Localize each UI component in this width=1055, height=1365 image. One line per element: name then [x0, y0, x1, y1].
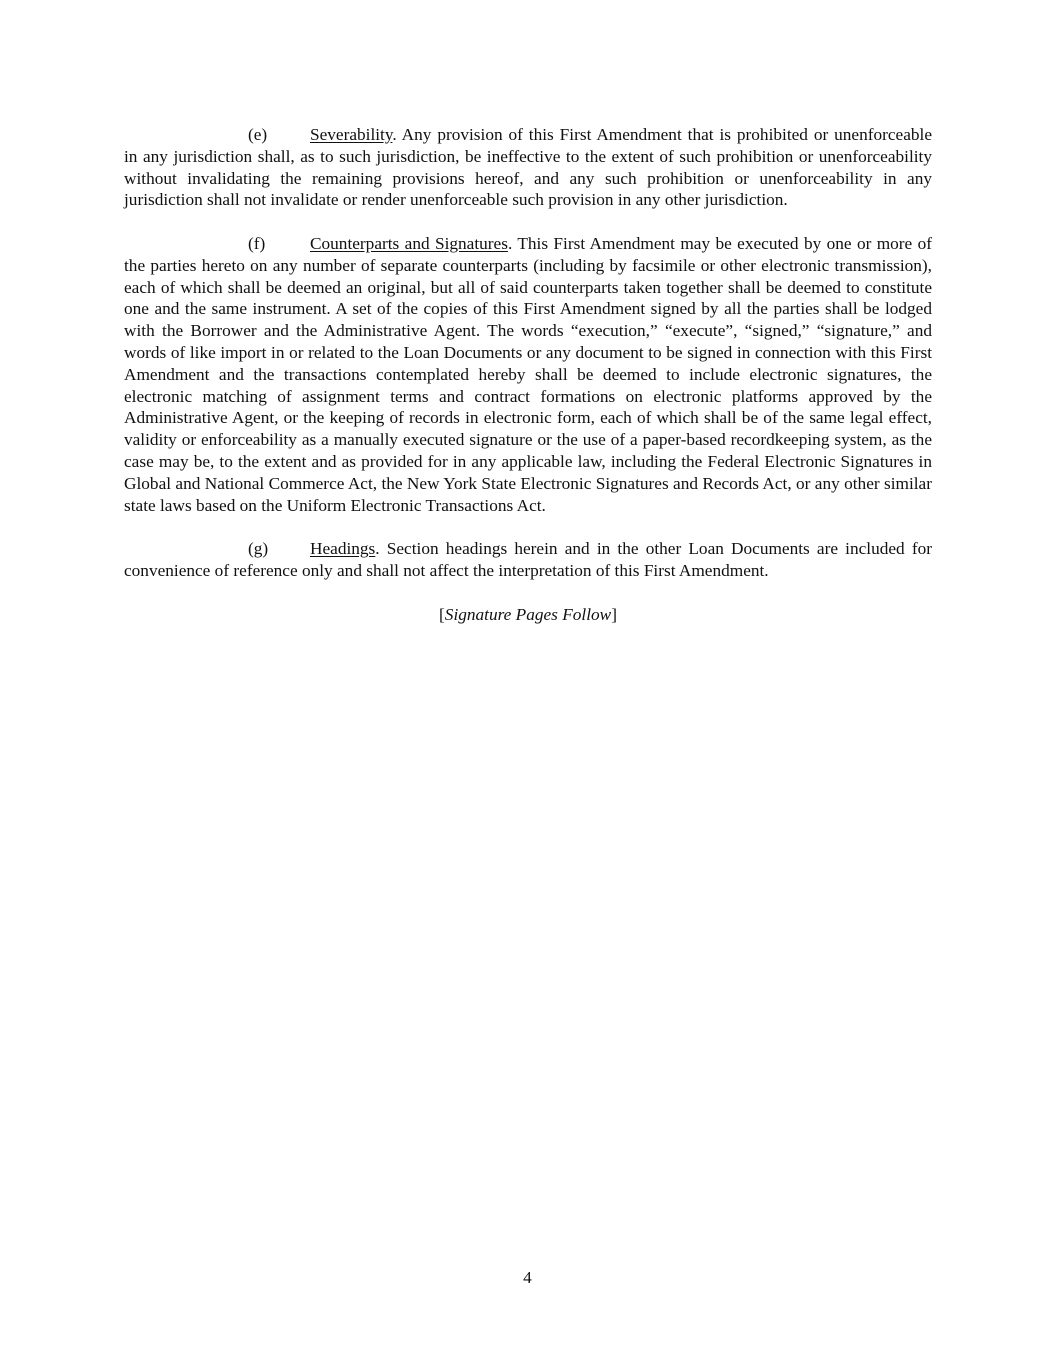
section-e-paragraph [124, 124, 932, 211]
section-f-paragraph [124, 233, 932, 516]
signature-pages-follow-note [124, 604, 932, 626]
bracket-close: ] [611, 604, 617, 624]
page-number: 4 [523, 1268, 532, 1287]
section-g-paragraph [124, 538, 932, 582]
section-g-marker: (g) [248, 539, 269, 559]
section-e-text: . Any provision of this First Amendment that is prohibited or unenforceable in any jurisdiction shall, as to such jurisdiction, be ineffective to the extent of such prohibition or unenforceability without invalidating the remaining provisions hereof, and any such prohibition or unenforceability in any jurisdiction shall not invalidate or render unenforceable such provision in any other jurisdiction. [124, 125, 932, 210]
section-e-heading: Severability [310, 125, 393, 144]
document-body [124, 124, 932, 625]
section-f-heading: Counterparts and Signatures [310, 233, 508, 253]
section-f-text: . This First Amendment may be executed by one or more of the parties hereto on any number of separate counterparts (including by facsimile or other electronic transmission), each of which shall be deemed an original, but all of said counterparts taken together shall be deemed to constitute one and the same instrument. A set of the copies of this First Amendment signed by all the parties shall be lodged with the Borrower and the Administrative Agent. The words “execution,” “execute”, “signed,” “signature,” and words of like import in or related to the Loan Documents or any document to be signed in connection with this First Amendment and the transactions contemplated hereby shall be deemed to include electronic signatures, the electronic matching of assignment terms and contract formations on electronic platforms approved by the Administrative Agent, or the keeping of records in electronic form, each of which shall be of the same legal effect, validity or enforceability as a manually executed signature or the use of a paper-based recordkeeping system, as the case may be, to the extent and as provided for in any applicable law, including the Federal Electronic Signatures in Global and National Commerce Act, the New York State Electronic Signatures and Records Act, or any other similar state laws based on the Uniform Electronic Transactions Act. [124, 233, 932, 515]
section-e-marker: (e) [248, 125, 268, 144]
signature-pages-follow-text: Signature Pages Follow [444, 604, 612, 624]
section-g-heading: Headings [310, 539, 376, 559]
section-g-text: . Section headings herein and in the other Loan Documents are included for convenience of reference only and shall not affect the interpretation of this First Amendment. [124, 539, 932, 580]
bracket-open: [ [439, 604, 445, 624]
section-f-marker: (f) [248, 233, 266, 253]
